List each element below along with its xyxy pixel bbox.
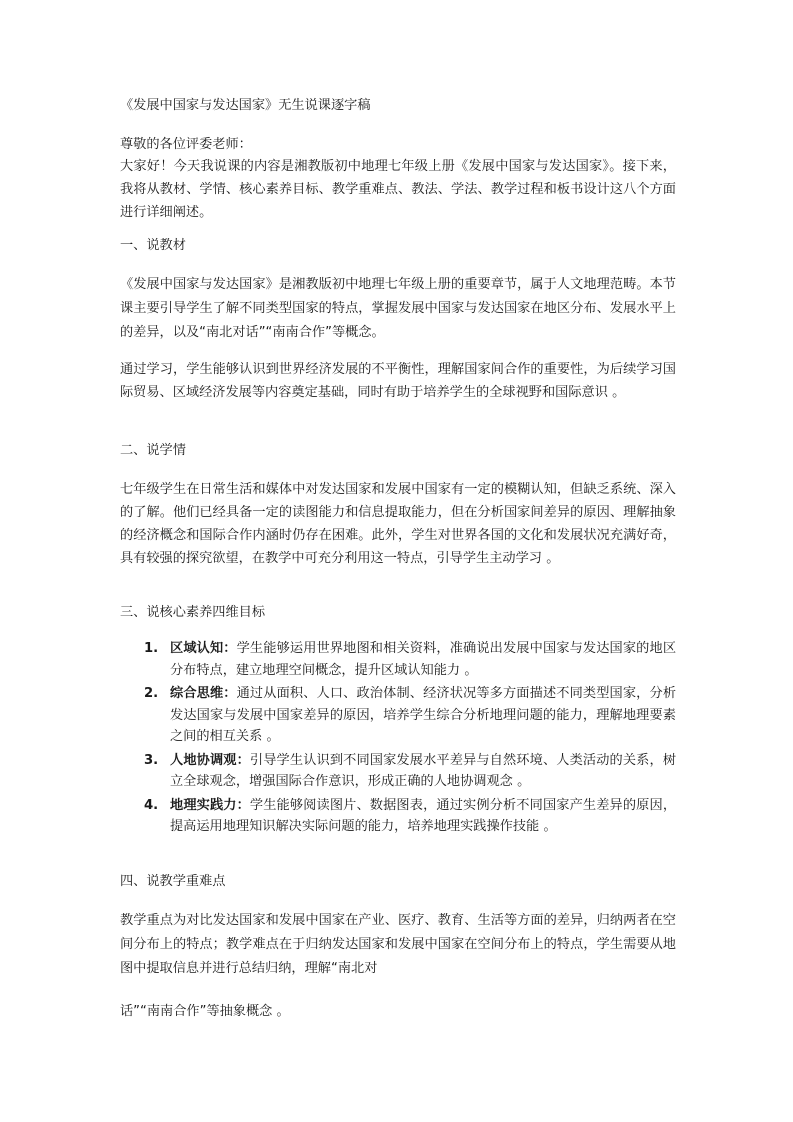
goal-item bbox=[120, 750, 676, 793]
section-heading-goals: 三、说核心素养四维目标 bbox=[120, 605, 266, 620]
goal-term: 综合思维： bbox=[170, 686, 237, 701]
goals-list bbox=[120, 638, 676, 840]
document-title: 《发展中国家与发达国家》无生说课逐字稿 bbox=[120, 98, 371, 113]
goal-item bbox=[120, 638, 676, 681]
goal-text: 引导学生认识到不同国家发展水平差异与自然环境、人类活动的关系，树立全球观念，增强国际合作意识，形成正确的人地协调观念 。 bbox=[170, 752, 677, 789]
textbook-paragraph-2: 通过学习，学生能够认识到世界经济发展的不平衡性，理解国家间合作的重要性，为后续学习国际贸易、区域经济发展等内容奠定基础，同时有助于培养学生的全球视野和国际意识 。 bbox=[120, 362, 676, 400]
goal-term: 地理实践力： bbox=[170, 797, 250, 813]
goal-item bbox=[120, 683, 676, 748]
goal-number: 1. bbox=[144, 641, 159, 656]
goal-term: 区域认知： bbox=[170, 641, 237, 656]
goal-number: 2. bbox=[144, 686, 159, 701]
textbook-paragraph-1: 《发展中国家与发达国家》是湘教版初中地理七年级上册的重要章节，属于人文地理范畴。本节课主要引导学生了解不同类型国家的特点，掌握发展中国家与发达国家在地区分布、发展水平上的差异，以及“南北对话”“南南合作”等概念。 bbox=[120, 277, 676, 340]
students-paragraph: 七年级学生在日常生活和媒体中对发达国家和发展中国家有一定的模糊认知，但缺乏系统、深入的了解。他们已经具备一定的读图能力和信息提取能力，但在分析国家间差异的原因、理解抽象的经济概念和国际合作内涵时仍存在困难。此外，学生对世界各国的文化和发展状况充满好奇，具有较强的探究欲望，在教学中可充分利用这一特点，引导学生主动学习 。 bbox=[120, 482, 676, 566]
section-heading-keypoints: 四、说教学重难点 bbox=[120, 874, 226, 889]
greeting: 尊敬的各位评委老师： bbox=[120, 137, 252, 152]
goal-text: 通过从面积、人口、政治体制、经济状况等多方面描述不同类型国家，分析发达国家与发展中国家差异的原因，培养学生综合分析地理问题的能力，理解地理要素之间的相互关系 。 bbox=[170, 686, 677, 744]
goal-term: 人地协调观： bbox=[170, 752, 250, 768]
goal-text: 学生能够运用世界地图和相关资料，准确说出发展中国家与发达国家的地区分布特点，建立地理空间概念，提升区域认知能力 。 bbox=[170, 641, 677, 678]
intro-paragraph: 大家好！今天我说课的内容是湘教版初中地理七年级上册《发展中国家与发达国家》。接下来，我将从教材、学情、核心素养目标、教学重难点、教法、学法、教学过程和板书设计这八个方面进行详细阐述。 bbox=[120, 159, 676, 220]
goal-item bbox=[120, 795, 676, 838]
section-heading-textbook: 一、说教材 bbox=[120, 238, 186, 253]
goal-number: 4. bbox=[144, 797, 159, 813]
keypoints-paragraph-2: 话”“南南合作”等抽象概念 。 bbox=[120, 1004, 290, 1019]
goal-text: 学生能够阅读图片、数据图表，通过实例分析不同国家产生差异的原因，提高运用地理知识解决实际问题的能力，培养地理实践操作技能 。 bbox=[170, 797, 677, 834]
goal-number: 3. bbox=[144, 752, 159, 768]
keypoints-paragraph-1: 教学重点为对比发达国家和发展中国家在产业、医疗、教育、生活等方面的差异，归纳两者在空间分布上的特点；教学难点在于归纳发达国家和发展中国家在空间分布上的特点，学生需要从地图中提取信息并进行总结归纳，理解“南北对 bbox=[120, 913, 676, 976]
section-heading-students: 二、说学情 bbox=[120, 443, 186, 458]
